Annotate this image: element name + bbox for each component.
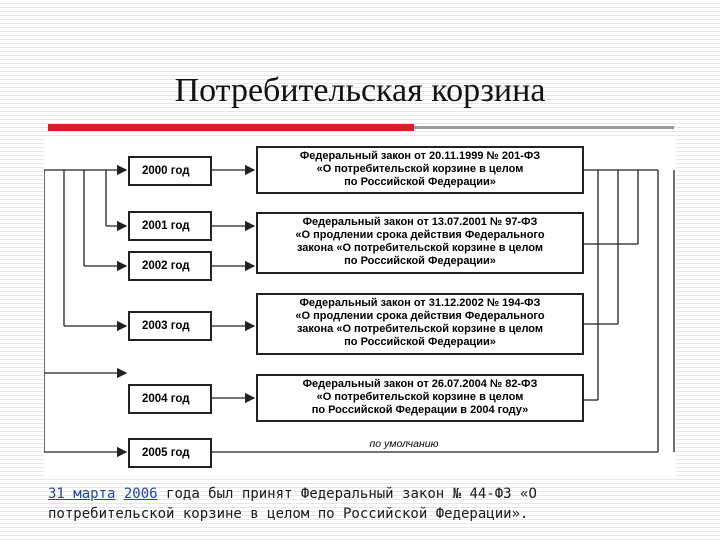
law-line: «О продлении срока действия Федерального [295, 310, 545, 322]
year-link[interactable]: 2006 [123, 486, 158, 502]
slide-title: Потребительская корзина [174, 72, 546, 109]
law-box-2002-194 [256, 293, 584, 355]
law-line: «О продлении срока действия Федерального [295, 229, 545, 241]
law-line: по Российской Федерации» [344, 176, 496, 188]
year-box-2001: 2001 год [128, 211, 212, 241]
law-line: Федеральный закон от 20.11.1999 № 201-ФЗ [299, 150, 541, 162]
law-box-2001-97 [256, 212, 584, 274]
law-line: Федеральный закон от 31.12.2002 № 194-ФЗ [299, 297, 541, 309]
footer-text [48, 484, 708, 524]
law-line: по Российской Федерации» [344, 336, 496, 348]
law-box-2004-82 [256, 374, 584, 422]
law-line: по Российской Федерации в 2004 году» [311, 404, 529, 416]
title-divider-line [414, 126, 674, 129]
footer-line-1-text: года был принят Федеральный закон № 44-ФЗ «О [166, 486, 537, 502]
title-accent-bar [48, 124, 414, 131]
year-box-2003: 2003 год [128, 311, 212, 341]
year-box-2000: 2000 год [128, 156, 212, 186]
year-box-2002: 2002 год [128, 251, 212, 281]
law-timeline-diagram [44, 136, 676, 476]
law-line: Федеральный закон от 26.07.2004 № 82-ФЗ [302, 378, 538, 390]
law-line: Федеральный закон от 13.07.2001 № 97-ФЗ [302, 216, 538, 228]
year-box-2005: 2005 год [128, 438, 212, 468]
law-box-1999-201 [256, 146, 584, 194]
footer-line-2: потребительской корзине в целом по Российской Федерации». [48, 506, 529, 522]
default-note: по умолчанию [369, 438, 439, 450]
law-line: «О потребительской корзине в целом [316, 391, 524, 403]
law-line: «О потребительской корзине в целом [316, 163, 524, 175]
year-box-2004: 2004 год [128, 384, 212, 414]
law-line: закона «О потребительской корзине в целом [296, 323, 544, 335]
footer-line-1 [48, 484, 708, 504]
law-line: закона «О потребительской корзине в целом [296, 242, 544, 254]
law-line: по Российской Федерации» [344, 255, 496, 267]
date-link[interactable]: 31 марта [48, 486, 116, 502]
